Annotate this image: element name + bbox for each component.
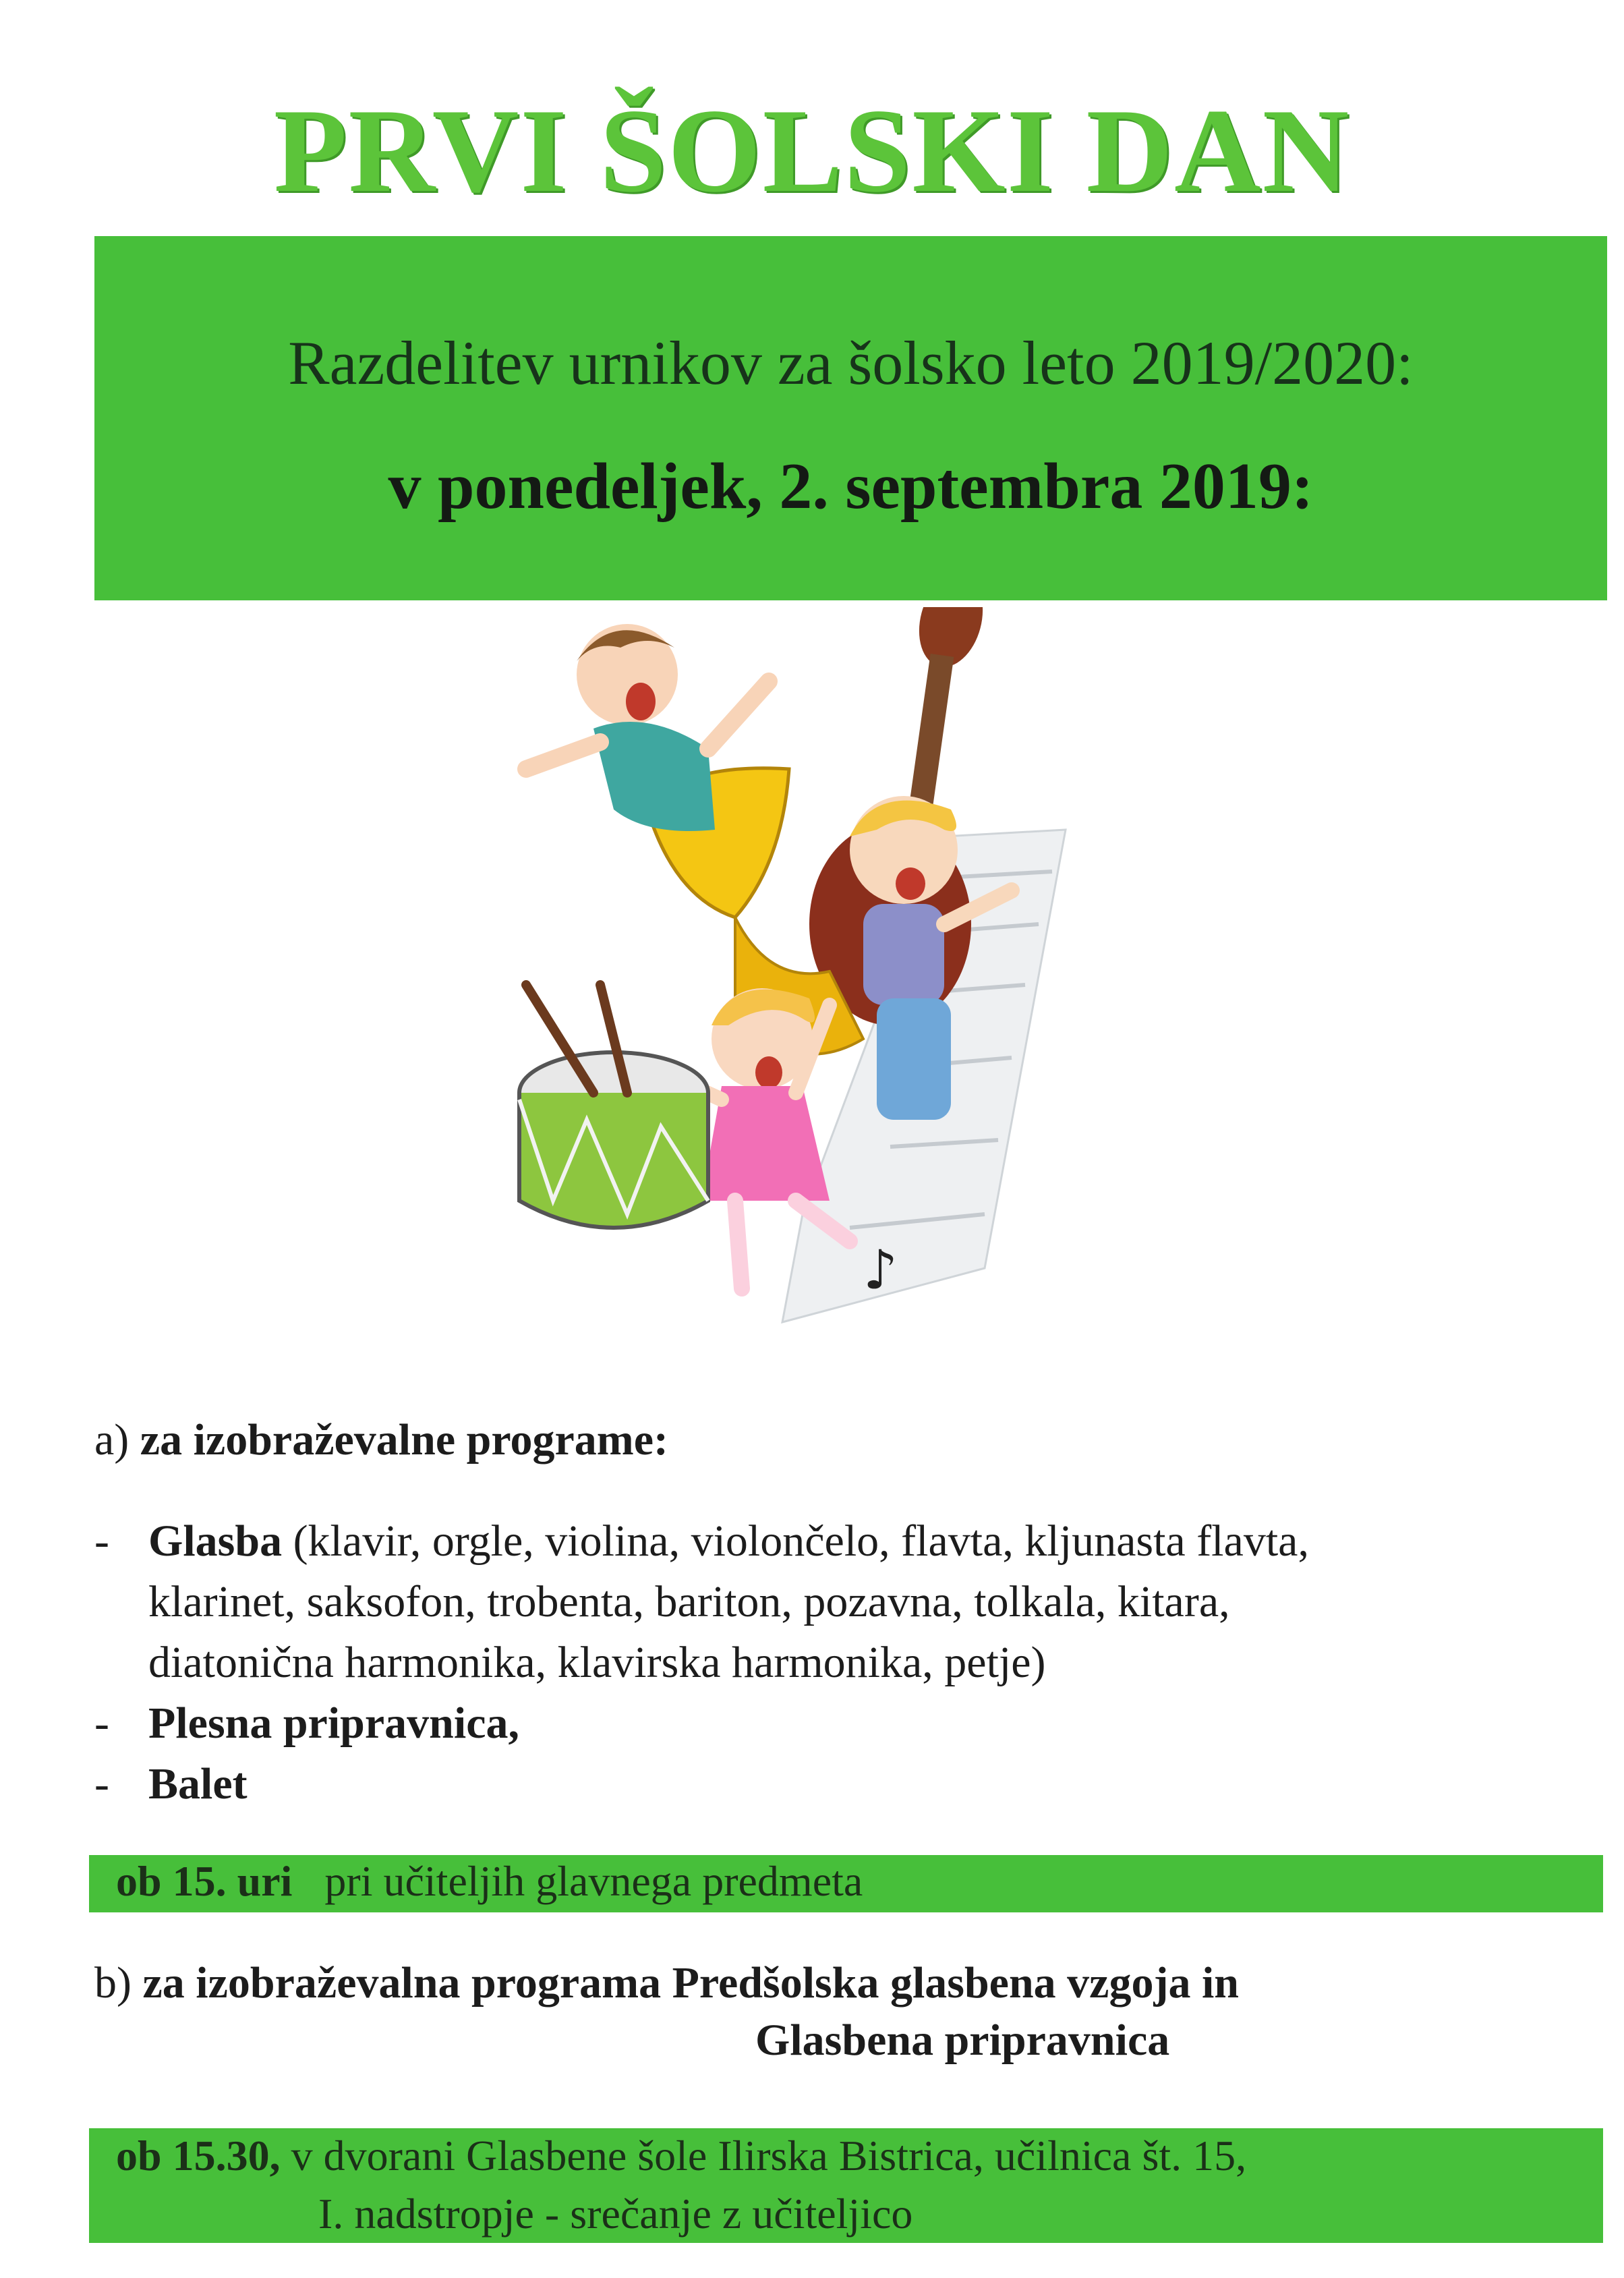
drum bbox=[519, 985, 708, 1228]
program-detail: (klavir, orgle, violina, violončelo, flavta, kljunasta flavta, bbox=[293, 1516, 1309, 1566]
section-b-prefix: b) bbox=[94, 1958, 132, 2008]
time-band-b bbox=[89, 2128, 1603, 2243]
schedule-date: v ponedeljek, 2. septembra 2019: bbox=[388, 450, 1314, 523]
section-b-heading bbox=[94, 1953, 1239, 2014]
location-text: pri učiteljih glavnega predmeta bbox=[324, 1857, 863, 1905]
schedule-heading: Razdelitev urnikov za šolsko leto 2019/2020: bbox=[288, 329, 1414, 397]
program-list bbox=[94, 1511, 1544, 1815]
music-note-icon: ♪ bbox=[863, 1238, 898, 1301]
program-name: Glasba bbox=[148, 1516, 283, 1566]
list-dash: - bbox=[94, 1759, 109, 1809]
section-a-title: za izobraževalne programe: bbox=[140, 1415, 668, 1464]
section-a-heading bbox=[94, 1410, 668, 1471]
location-text-line2: I. nadstropje - srečanje z učiteljico bbox=[318, 2190, 913, 2238]
time-band-a bbox=[89, 1855, 1603, 1912]
program-name: Plesna pripravnica, bbox=[148, 1699, 520, 1748]
page-title: PRVI ŠOLSKI DAN bbox=[273, 84, 1351, 217]
list-item bbox=[94, 1511, 1544, 1693]
list-item bbox=[94, 1693, 1544, 1754]
section-b-heading-continued bbox=[755, 2010, 1169, 2071]
program-detail: diatonična harmonika, klavirska harmonika, petje) bbox=[148, 1638, 1046, 1687]
time-label: ob 15.30, bbox=[116, 2132, 281, 2180]
section-a-prefix: a) bbox=[94, 1415, 129, 1464]
time-label: ob 15. uri bbox=[116, 1857, 293, 1905]
music-children-illustration bbox=[513, 607, 1093, 1329]
location-text: v dvorani Glasbene šole Ilirska Bistrica, učilnica št. 15, bbox=[291, 2132, 1247, 2180]
section-b-title-line2: Glasbena pripravnica bbox=[755, 2016, 1170, 2065]
list-item bbox=[94, 1754, 1544, 1815]
list-dash: - bbox=[94, 1516, 109, 1566]
hero-banner bbox=[94, 236, 1607, 600]
section-b-title: za izobraževalna programa Predšolska glasbena vzgoja in bbox=[142, 1958, 1239, 2008]
program-name: Balet bbox=[148, 1759, 248, 1809]
list-dash: - bbox=[94, 1699, 109, 1748]
program-detail: klarinet, saksofon, trobenta, bariton, pozavna, tolkala, kitara, bbox=[148, 1577, 1230, 1626]
